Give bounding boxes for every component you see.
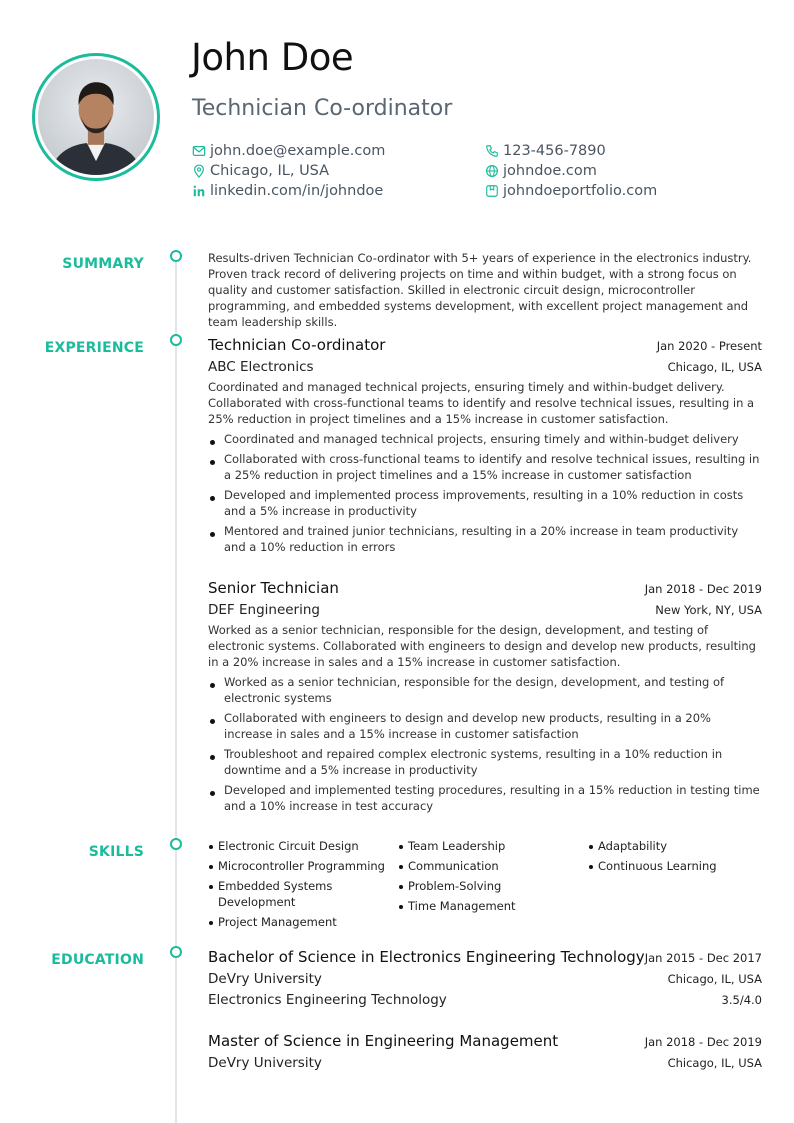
job-title: Senior Technician [208, 579, 339, 597]
contact-location-text: Chicago, IL, USA [210, 163, 330, 179]
job-bullet: Developed and implemented testing procedures, resulting in a 15% reduction in testing time and a 10% increase in test accuracy [208, 782, 762, 814]
summary-text: Results-driven Technician Co-ordinator with 5+ years of experience in the electronics industry. Proven track record of delivering projects on time and within budget, with a strong focus on quality and customer satisfaction. Skilled in electronic circuit design, microcontroller programming, and embedded systems development, with excellent project management and team leadership skills. [208, 251, 752, 329]
skill-item: Project Management [208, 914, 398, 930]
contact-website[interactable] [485, 163, 597, 179]
contact-portfolio-text: johndoeportfolio.com [503, 183, 658, 199]
job-company: DEF Engineering [208, 602, 320, 618]
skills-column [208, 838, 398, 934]
profile-photo-frame [32, 53, 160, 181]
skill-item: Microcontroller Programming [208, 858, 398, 874]
section-label-education: EDUCATION [51, 952, 144, 968]
education-dates: Jan 2018 - Dec 2019 [644, 1035, 762, 1049]
job-summary: Coordinated and managed technical projects, ensuring timely and within-budget delivery. Collaborated with cross-functional teams to identify and resolve technical issues, resulting in a 25% reduction in project timelines and a 15% increase in customer satisfaction. [208, 380, 755, 426]
skill-item: Problem-Solving [398, 878, 588, 894]
globe-icon [485, 164, 499, 178]
education-item [208, 1032, 762, 1071]
skill-item: Continuous Learning [588, 858, 762, 874]
section-label-skills: SKILLS [88, 844, 144, 860]
job-title: Technician Co-ordinator [208, 336, 386, 354]
timeline-dot-education [170, 946, 182, 958]
job-summary: Worked as a senior technician, responsible for the design, development, and testing of electronic systems. Collaborated with engineers to design and develop new products, resulting in a 20% increase in sales and a 15% increase in customer satisfaction. [208, 623, 756, 669]
profile-photo [38, 59, 154, 175]
school-name: DeVry University [208, 1055, 322, 1071]
contact-email[interactable] [192, 143, 385, 159]
job-bullet: Mentored and trained junior technicians, resulting in a 20% increase in team productivity and a 10% reduction in errors [208, 523, 762, 555]
job-location: New York, NY, USA [655, 603, 762, 617]
job-location: Chicago, IL, USA [667, 360, 762, 374]
candidate-role: Technician Co-ordinator [192, 96, 453, 121]
timeline-dot-experience [170, 334, 182, 346]
linkedin-icon [192, 184, 206, 198]
section-label-summary: SUMMARY [62, 256, 144, 272]
skills-column [588, 838, 762, 934]
school-location: Chicago, IL, USA [667, 972, 762, 986]
job-dates: Jan 2018 - Dec 2019 [644, 582, 762, 596]
field-of-study: Electronics Engineering Technology [208, 992, 447, 1008]
timeline-dot-skills [170, 838, 182, 850]
skill-item: Embedded Systems Development [208, 878, 398, 910]
timeline-line [175, 256, 177, 1123]
skills-section [208, 838, 762, 934]
contact-website-text: johndoe.com [503, 163, 597, 179]
job-bullet: Coordinated and managed technical projects, ensuring timely and within-budget delivery [208, 431, 762, 447]
gpa: 3.5/4.0 [721, 993, 762, 1007]
avatar [38, 59, 154, 175]
job-bullet: Troubleshoot and repaired complex electronic systems, resulting in a 10% reduction in downtime and a 5% increase in productivity [208, 746, 762, 778]
job-bullet: Collaborated with engineers to design and develop new products, resulting in a 20% increase in sales and a 15% increase in customer satisfaction [208, 710, 762, 742]
job-bullets [208, 674, 762, 814]
school-location: Chicago, IL, USA [667, 1056, 762, 1070]
location-pin-icon [192, 164, 206, 178]
skills-grid [208, 838, 762, 934]
job-bullet: Collaborated with cross-functional teams to identify and resolve technical issues, resulting in a 25% reduction in project timelines and a 15% increase in customer satisfaction [208, 451, 762, 483]
degree-title: Bachelor of Science in Electronics Engineering Technology [208, 948, 645, 966]
skill-item: Adaptability [588, 838, 762, 854]
skill-item: Electronic Circuit Design [208, 838, 398, 854]
degree-title: Master of Science in Engineering Management [208, 1032, 559, 1050]
section-label-experience: EXPERIENCE [44, 340, 144, 356]
phone-icon [485, 144, 499, 158]
contact-email-text: john.doe@example.com [210, 143, 386, 159]
candidate-name: John Doe [191, 36, 354, 79]
contact-location [192, 163, 329, 179]
education-dates: Jan 2015 - Dec 2017 [644, 951, 762, 965]
contact-linkedin[interactable] [192, 183, 383, 199]
education-item [208, 948, 762, 1008]
skill-item: Time Management [398, 898, 588, 914]
timeline-dot-summary [170, 250, 182, 262]
experience-item [208, 336, 762, 559]
experience-item [208, 579, 762, 818]
portfolio-icon [485, 184, 499, 198]
job-bullet: Worked as a senior technician, responsible for the design, development, and testing of electronic systems [208, 674, 762, 706]
summary-section [208, 250, 762, 330]
school-name: DeVry University [208, 971, 322, 987]
job-bullet: Developed and implemented process improvements, resulting in a 10% reduction in costs and a 5% increase in productivity [208, 487, 762, 519]
job-bullets [208, 431, 762, 555]
contact-phone[interactable] [485, 143, 606, 159]
skill-item: Team Leadership [398, 838, 588, 854]
contact-linkedin-text: linkedin.com/in/johndoe [210, 183, 384, 199]
skills-column [398, 838, 588, 934]
job-dates: Jan 2020 - Present [656, 339, 762, 353]
skill-item: Communication [398, 858, 588, 874]
contact-portfolio[interactable] [485, 183, 657, 199]
job-company: ABC Electronics [208, 359, 314, 375]
mail-icon [192, 144, 206, 158]
contact-phone-text: 123-456-7890 [503, 143, 606, 159]
